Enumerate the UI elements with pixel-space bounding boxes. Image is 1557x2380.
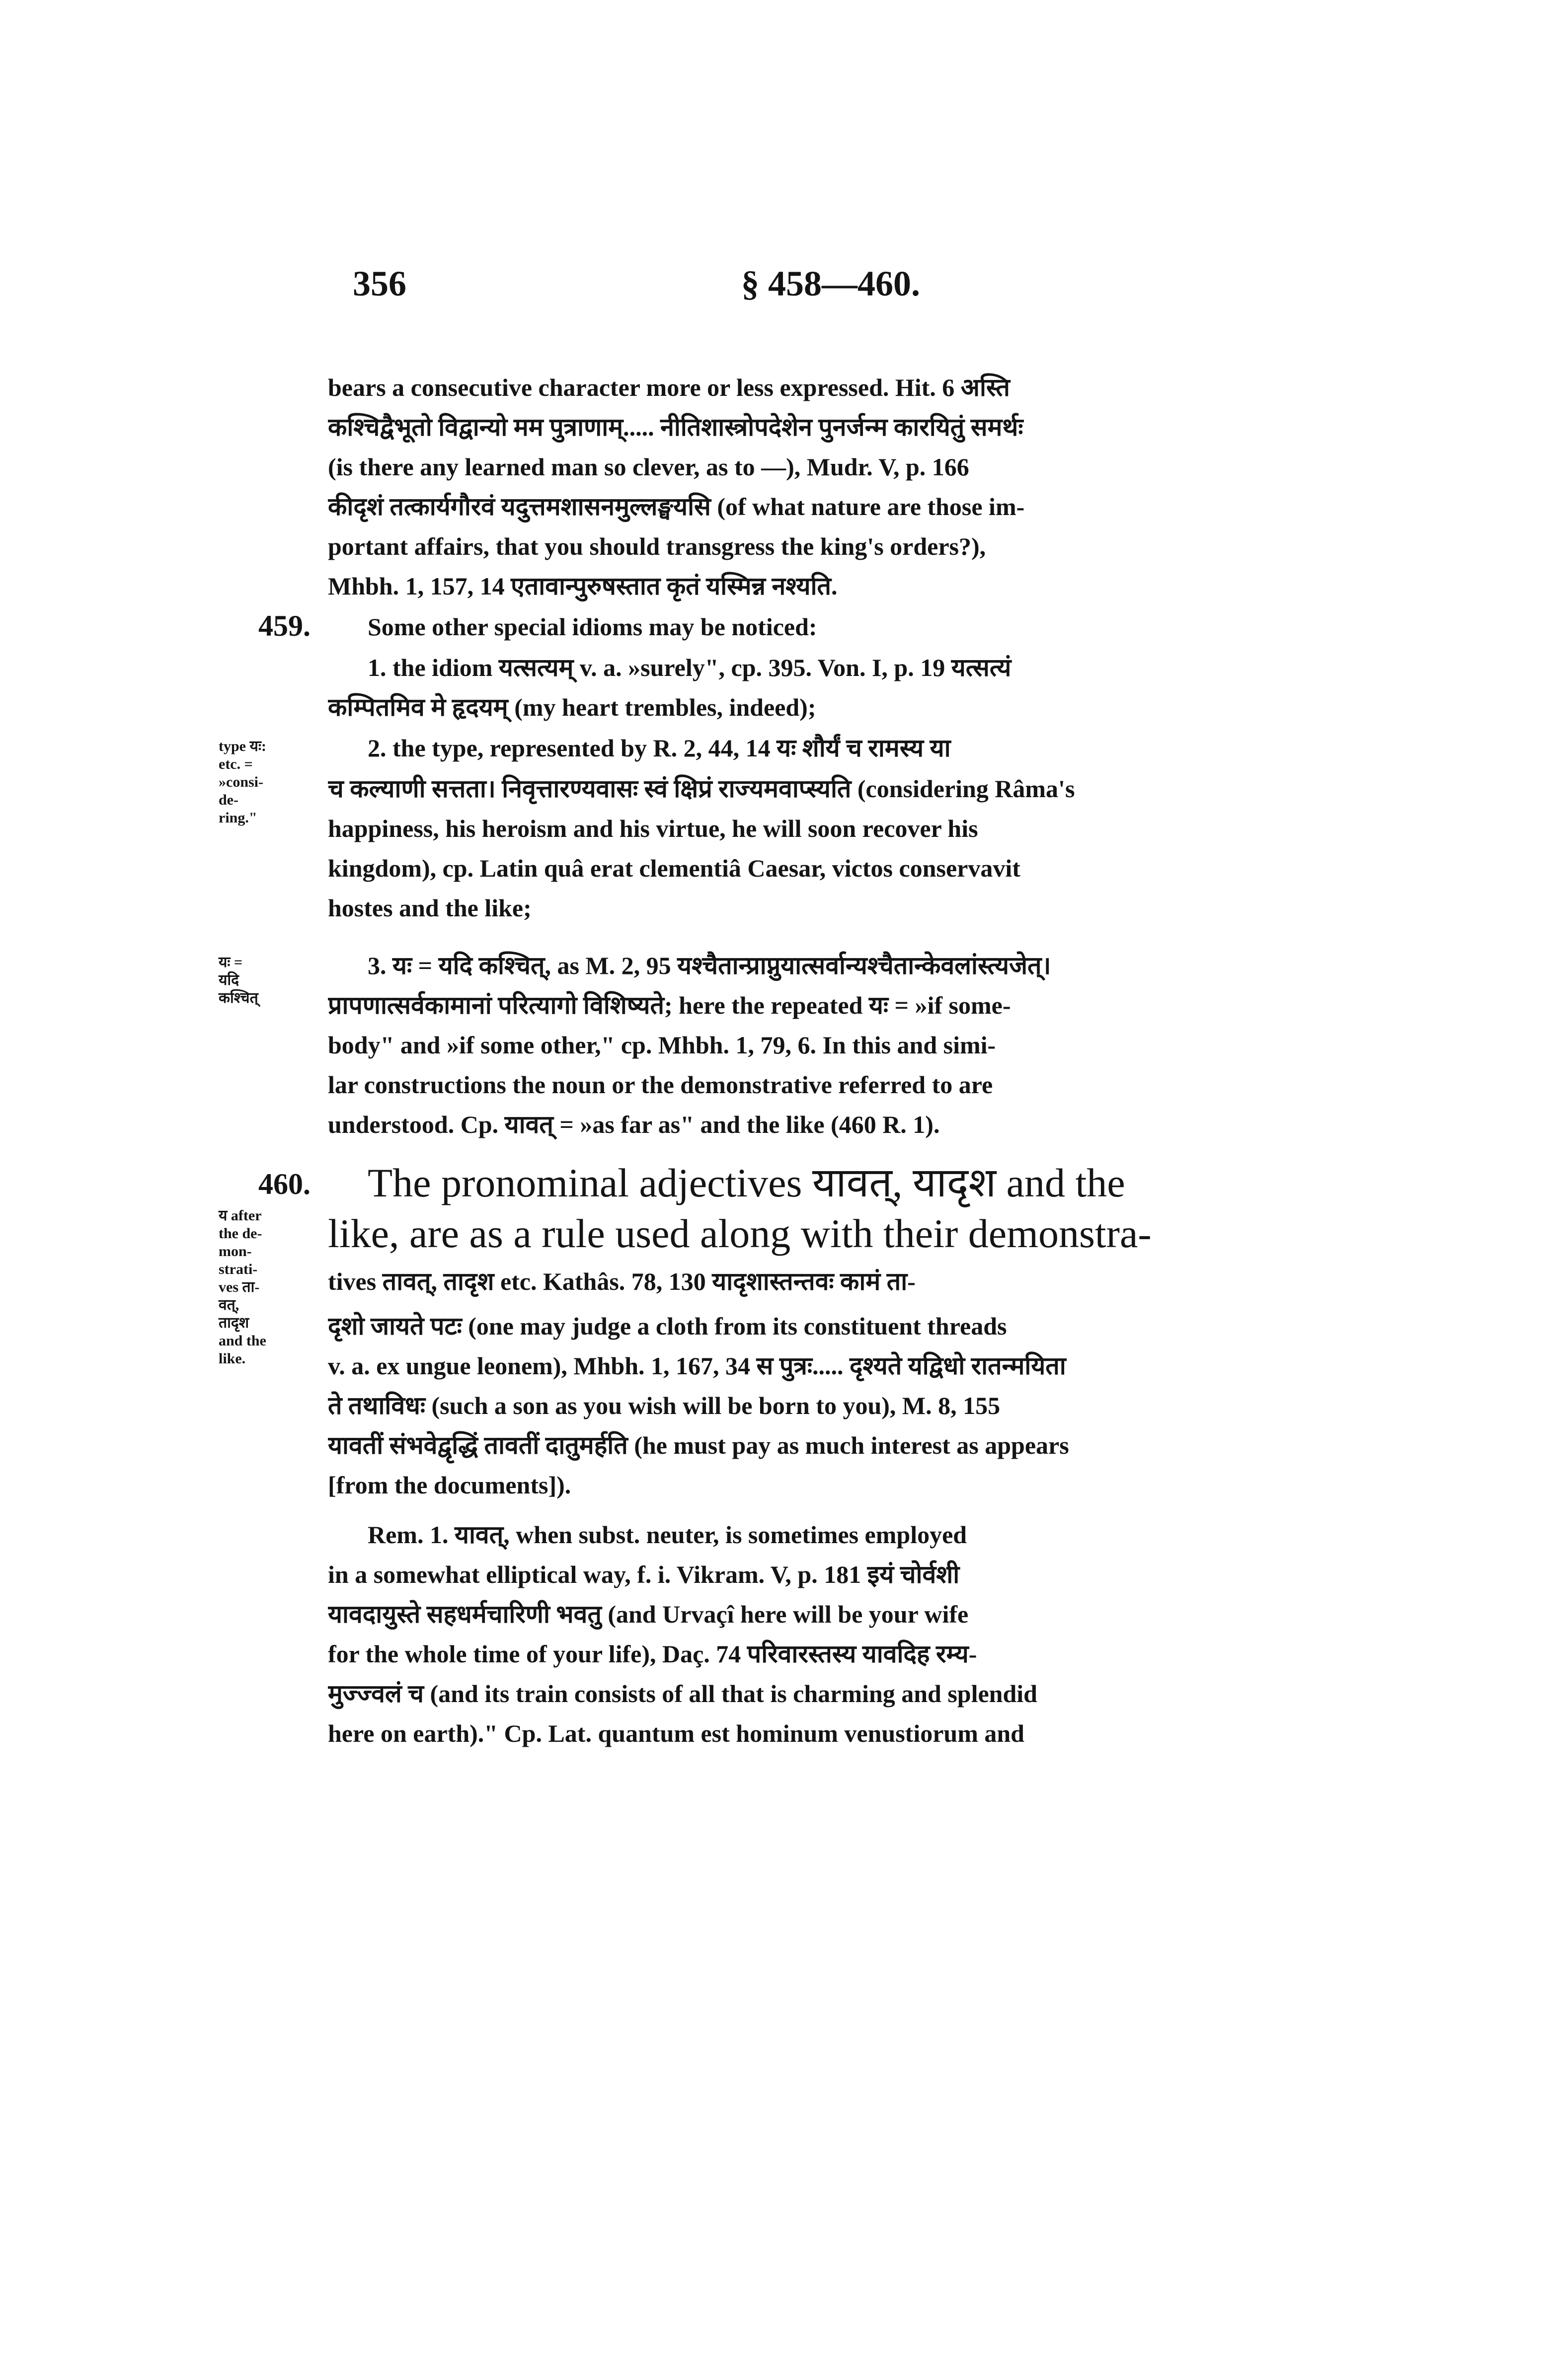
text-line: कीदृशं तत्कार्यगौरवं यदुत्तमशासनमुल्लङ्घयसि (of what nature are those im- (328, 493, 1025, 521)
text-line: Mhbh. 1, 157, 14 एतावान्पुरुषस्तात कृतं यस्मिन्न नश्यति. (328, 572, 838, 600)
section-number-460: 460. (258, 1168, 311, 1200)
text-line: v. a. ex ungue leonem), Mhbh. 1, 167, 34 स पुत्रः..... दृश्यते यद्विधो रातन्मयिता (328, 1352, 1066, 1380)
text-line: यावतीं संभवेद्वृद्धिं तावतीं दातुमर्हति (he must pay as much interest as appears (328, 1431, 1069, 1459)
text-line: happiness, his heroism and his virtue, he will soon recover his (328, 815, 978, 842)
text-line: कम्पितमिव मे हृदयम् (my heart trembles, indeed); (328, 693, 816, 721)
text-line: understood. Cp. यावत् = »as far as" and the like (460 R. 1). (328, 1111, 940, 1138)
text-line: यावदायुस्ते सहधर्मचारिणी भवतु (and Urvaçî here will be your wife (328, 1600, 969, 1628)
text-line: ते तथाविधः (such a son as you wish will be born to you), M. 8, 155 (328, 1392, 1001, 1419)
section-number-459: 459. (258, 609, 311, 642)
section-heading: § 458—460. (741, 264, 920, 303)
text-line: प्रापणात्सर्वकामानां परित्यागो विशिष्यते; here the repeated यः = »if some- (328, 991, 1011, 1019)
text-line: portant affairs, that you should transgress the king's orders?), (328, 532, 986, 560)
text-line: 1. the idiom यत्सत्यम् v. a. »surely", cp. 395. Von. I, p. 19 यत्सत्यं (368, 654, 1012, 681)
text-line: 3. यः = यदि कश्चित्, as M. 2, 95 यश्चैतान्प्राप्नुयात्सर्वान्यश्चैतान्केवलांस्त्यजेत्। (368, 952, 1051, 979)
text-line: bears a consecutive character more or less expressed. Hit. 6 अस्ति (328, 373, 1010, 401)
text-line: मुज्ज्वलं च (and its train consists of all that is charming and splendid (328, 1680, 1037, 1708)
text-line: like, are as a rule used along with their demonstra- (328, 1211, 1152, 1256)
text-line: here on earth)." Cp. Lat. quantum est hominum venustiorum and (328, 1719, 1024, 1747)
text-line: दृशो जायते पटः (one may judge a cloth from its constituent threads (328, 1312, 1007, 1340)
text-line: Rem. 1. यावत्, when subst. neuter, is sometimes employed (368, 1521, 967, 1549)
text-line: च कल्याणी सत्तता। निवृत्तारण्यवासः स्वं क्षिप्रं राज्यमवाप्स्यति (considering Râma's (328, 775, 1075, 803)
text-line: Some other special idioms may be noticed: (368, 613, 817, 641)
text-line: in a somewhat elliptical way, f. i. Vikram. V, p. 181 इयं चोर्वशी (328, 1561, 960, 1588)
text-line: 2. the type, represented by R. 2, 44, 14 यः शौर्यं च रामस्य या (368, 734, 951, 762)
text-line: The pronominal adjectives यावत्, यादृश and the (368, 1160, 1125, 1205)
margin-note: type यः: etc. = »consi- de- ring." (219, 738, 266, 826)
text-line: for the whole time of your life), Daç. 74 परिवारस्तस्य यावदिह रम्य- (328, 1640, 977, 1668)
text-line: hostes and the like; (328, 894, 532, 922)
text-line: [from the documents]). (328, 1471, 571, 1499)
margin-note: यः = यदि कश्चित् (219, 954, 258, 1006)
text-line: (is there any learned man so clever, as to —), Mudr. V, p. 166 (328, 453, 969, 481)
text-line: body" and »if some other," cp. Mhbh. 1, 79, 6. In this and simi- (328, 1031, 996, 1059)
text-line: lar constructions the noun or the demonstrative referred to are (328, 1071, 993, 1099)
text-line: कश्चिद्वैभूतो विद्वान्यो मम पुत्राणाम्..... नीतिशास्त्रोपदेशेन पुनर्जन्म कारयितुं समर्थः (328, 413, 1023, 441)
page-number: 356 (353, 264, 406, 303)
margin-note: य after the de- mon- strati- ves ता- वत्, तादृश and the like. (219, 1207, 266, 1367)
text-line: kingdom), cp. Latin quâ erat clementiâ Caesar, victos conservavit (328, 854, 1020, 882)
page-header (353, 263, 1346, 313)
text-line: tives तावत्, तादृश etc. Kathâs. 78, 130 यादृशास्तन्तवः कामं ता- (328, 1267, 916, 1295)
